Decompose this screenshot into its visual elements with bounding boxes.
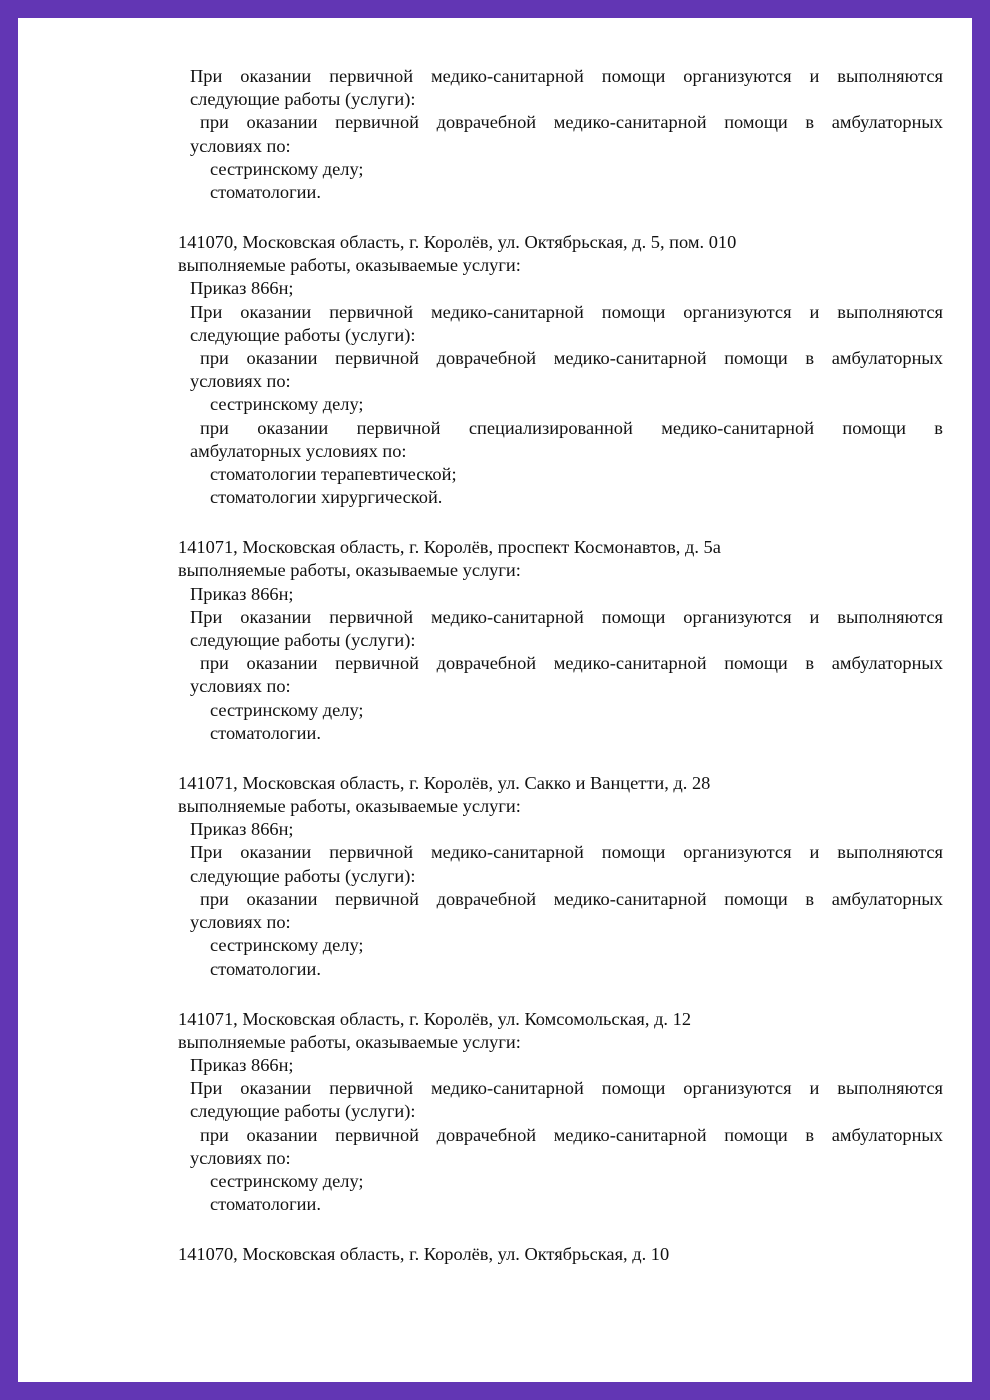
- paragraph-line: следующие работы (услуги):: [190, 630, 416, 651]
- paragraph-line: при оказании первичной доврачебной медико-санитарной помощи в амбулаторных: [200, 112, 943, 133]
- order-line: Приказ 866н;: [190, 583, 294, 604]
- list-item: сестринскому делу;: [210, 158, 364, 179]
- paragraph-line: следующие работы (услуги):: [190, 1101, 416, 1122]
- list-item: стоматологии.: [210, 1194, 321, 1215]
- paragraph-line: следующие работы (услуги):: [190, 324, 416, 345]
- order-line: Приказ 866н;: [190, 278, 294, 299]
- section-continuation: [178, 65, 943, 204]
- paragraph-line: следующие работы (услуги):: [190, 89, 416, 110]
- paragraph-line: при оказании первичной доврачебной медико-санитарной помощи в амбулаторных: [200, 348, 943, 369]
- list-item: стоматологии.: [210, 958, 321, 979]
- paragraph-line: условиях по:: [190, 912, 291, 933]
- address-section: [178, 536, 943, 745]
- paragraph-line: При оказании первичной медико-санитарной помощи организуются и выполняются: [190, 301, 943, 322]
- order-line: Приказ 866н;: [190, 819, 294, 840]
- address-section: [178, 1008, 943, 1217]
- document-page: [18, 18, 972, 1382]
- list-item: стоматологии хирургической.: [210, 487, 443, 508]
- document-content: [178, 65, 943, 1293]
- paragraph-line: При оказании первичной медико-санитарной помощи организуются и выполняются: [190, 606, 943, 627]
- address-line: 141070, Московская область, г. Королёв, ул. Октябрьская, д. 5, пом. 010: [178, 232, 737, 253]
- works-heading: выполняемые работы, оказываемые услуги:: [178, 255, 521, 276]
- paragraph-line: При оказании первичной медико-санитарной помощи организуются и выполняются: [190, 1078, 943, 1099]
- list-item: сестринскому делу;: [210, 935, 364, 956]
- address-line: 141070, Московская область, г. Королёв, ул. Октябрьская, д. 10: [178, 1244, 670, 1265]
- list-item: сестринскому делу;: [210, 1170, 364, 1191]
- list-item: стоматологии.: [210, 722, 321, 743]
- address-line: 141071, Московская область, г. Королёв, ул. Комсомольская, д. 12: [178, 1008, 692, 1029]
- works-heading: выполняемые работы, оказываемые услуги:: [178, 1031, 521, 1052]
- paragraph-line: следующие работы (услуги):: [190, 865, 416, 886]
- paragraph-line: при оказании первичной доврачебной медико-санитарной помощи в амбулаторных: [200, 1124, 943, 1145]
- paragraph-line: При оказании первичной медико-санитарной помощи организуются и выполняются: [190, 842, 943, 863]
- paragraph-line: при оказании первичной специализированной медико-санитарной помощи в: [200, 417, 943, 438]
- order-line: Приказ 866н;: [190, 1054, 294, 1075]
- paragraph-line: условиях по:: [190, 135, 291, 156]
- paragraph-line: при оказании первичной доврачебной медико-санитарной помощи в амбулаторных: [200, 888, 943, 909]
- paragraph-line: амбулаторных условиях по:: [190, 440, 407, 461]
- works-heading: выполняемые работы, оказываемые услуги:: [178, 560, 521, 581]
- paragraph-line: условиях по:: [190, 676, 291, 697]
- address-line: 141071, Московская область, г. Королёв, проспект Космонавтов, д. 5а: [178, 537, 721, 558]
- works-heading: выполняемые работы, оказываемые услуги:: [178, 796, 521, 817]
- list-item: сестринскому делу;: [210, 394, 364, 415]
- address-section: [178, 1243, 943, 1266]
- paragraph-line: при оказании первичной доврачебной медико-санитарной помощи в амбулаторных: [200, 653, 943, 674]
- list-item: сестринскому делу;: [210, 699, 364, 720]
- list-item: стоматологии.: [210, 182, 321, 203]
- address-section: [178, 772, 943, 981]
- paragraph-line: условиях по:: [190, 1147, 291, 1168]
- address-section: [178, 231, 943, 509]
- paragraph-line: условиях по:: [190, 371, 291, 392]
- address-line: 141071, Московская область, г. Королёв, ул. Сакко и Ванцетти, д. 28: [178, 772, 711, 793]
- list-item: стоматологии терапевтической;: [210, 464, 457, 485]
- paragraph-line: При оказании первичной медико-санитарной помощи организуются и выполняются: [190, 66, 943, 86]
